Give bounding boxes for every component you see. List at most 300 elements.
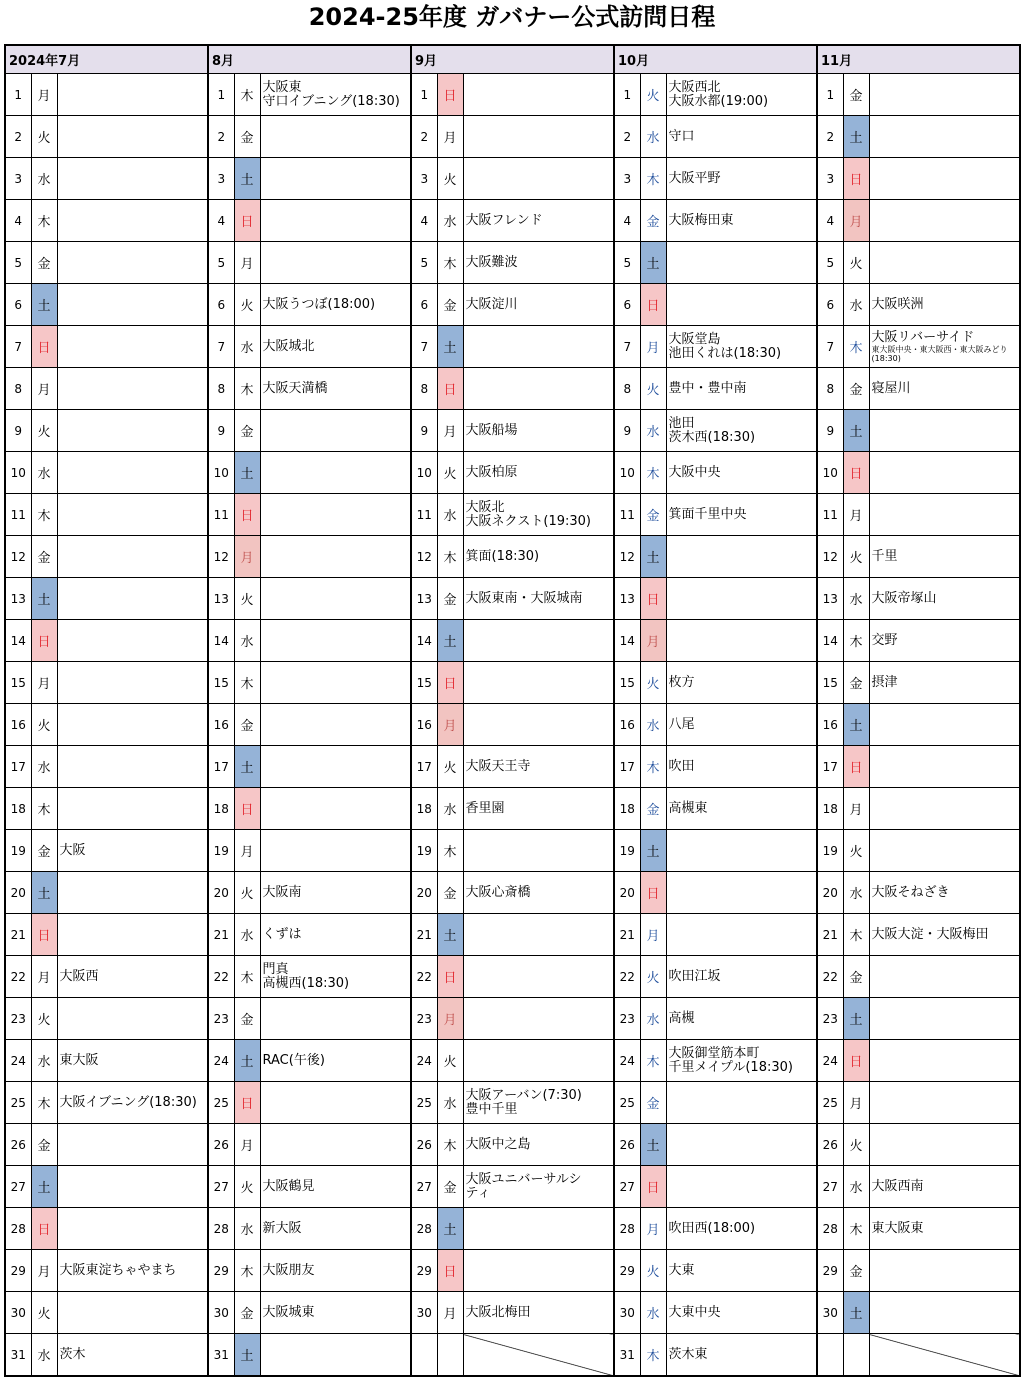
jul-event-16: [57, 704, 208, 746]
jul-weekday-13: 土: [31, 578, 57, 620]
nov-day-16: 16: [817, 704, 843, 746]
jul-event-25: [57, 1082, 208, 1124]
aug-event-26: [260, 1124, 411, 1166]
aug-day-27: 27: [208, 1166, 234, 1208]
aug-weekday-17: 土: [234, 746, 260, 788]
nov-weekday-29: 金: [843, 1250, 869, 1292]
nov-event-15: [869, 662, 1020, 704]
jul-event-14: [57, 620, 208, 662]
aug-day-25: 25: [208, 1082, 234, 1124]
sep-event-28: [463, 1208, 614, 1250]
oct-event-15: [666, 662, 817, 704]
jul-event-6: [57, 284, 208, 326]
calendar-row-26: [5, 1124, 1020, 1166]
jul-event-31: [57, 1334, 208, 1377]
sep-event-text-5: 大阪難波: [465, 254, 518, 270]
sep-weekday-28: 土: [437, 1208, 463, 1250]
sep-event-2: [463, 116, 614, 158]
jul-day-14: 14: [5, 620, 31, 662]
oct-event-12: [666, 536, 817, 578]
oct-day-6: 6: [614, 284, 640, 326]
nov-day-12: 12: [817, 536, 843, 578]
visit-schedule-table: [4, 44, 1021, 1377]
nov-day-23: 23: [817, 998, 843, 1040]
sep-day-29: 29: [411, 1250, 437, 1292]
nov-weekday-13: 水: [843, 578, 869, 620]
nov-event-12: [869, 536, 1020, 578]
oct-event-text-24: 大阪御堂筋本町 千里メイプル(18:30): [668, 1045, 793, 1075]
nov-weekday-14: 木: [843, 620, 869, 662]
aug-event-24: [260, 1040, 411, 1082]
page-title: 2024-25年度 ガバナー公式訪問日程: [308, 3, 716, 31]
jul-weekday-8: 月: [31, 368, 57, 410]
sep-weekday-31: [437, 1334, 463, 1377]
jul-weekday-6: 土: [31, 284, 57, 326]
calendar-row-25: [5, 1082, 1020, 1124]
jul-weekday-7: 日: [31, 326, 57, 368]
nov-event-6: [869, 284, 1020, 326]
jul-weekday-26: 金: [31, 1124, 57, 1166]
nov-day-28: 28: [817, 1208, 843, 1250]
oct-event-3: [666, 158, 817, 200]
oct-weekday-17: 木: [640, 746, 666, 788]
sep-day-11: 11: [411, 494, 437, 536]
sep-weekday-4: 水: [437, 200, 463, 242]
jul-weekday-31: 水: [31, 1334, 57, 1377]
sep-day-17: 17: [411, 746, 437, 788]
jul-day-1: 1: [5, 74, 31, 116]
oct-day-1: 1: [614, 74, 640, 116]
sep-day-1: 1: [411, 74, 437, 116]
jul-event-3: [57, 158, 208, 200]
oct-weekday-13: 日: [640, 578, 666, 620]
nov-weekday-4: 月: [843, 200, 869, 242]
sep-event-24: [463, 1040, 614, 1082]
jul-event-10: [57, 452, 208, 494]
aug-event-text-7: 大阪城北: [262, 338, 315, 354]
aug-weekday-1: 木: [234, 74, 260, 116]
nov-day-5: 5: [817, 242, 843, 284]
nov-event-21: [869, 914, 1020, 956]
nov-event-1: [869, 74, 1020, 116]
aug-event-25: [260, 1082, 411, 1124]
sep-event-4: [463, 200, 614, 242]
jul-weekday-20: 土: [31, 872, 57, 914]
jul-event-5: [57, 242, 208, 284]
jul-weekday-14: 日: [31, 620, 57, 662]
aug-day-28: 28: [208, 1208, 234, 1250]
aug-weekday-26: 月: [234, 1124, 260, 1166]
oct-weekday-19: 土: [640, 830, 666, 872]
sep-weekday-11: 水: [437, 494, 463, 536]
jul-day-3: 3: [5, 158, 31, 200]
oct-event-text-22: 吹田江坂: [668, 968, 721, 984]
sep-weekday-5: 木: [437, 242, 463, 284]
oct-event-text-2: 守口: [668, 128, 695, 144]
sep-weekday-22: 日: [437, 956, 463, 998]
sep-event-8: [463, 368, 614, 410]
nov-event-text-12: 千里: [871, 548, 898, 564]
aug-day-10: 10: [208, 452, 234, 494]
sep-day-12: 12: [411, 536, 437, 578]
jul-day-24: 24: [5, 1040, 31, 1082]
oct-weekday-4: 金: [640, 200, 666, 242]
nov-day-7: 7: [817, 326, 843, 368]
aug-weekday-22: 木: [234, 956, 260, 998]
sep-day-2: 2: [411, 116, 437, 158]
jul-weekday-16: 火: [31, 704, 57, 746]
oct-event-20: [666, 872, 817, 914]
nov-weekday-21: 木: [843, 914, 869, 956]
aug-weekday-23: 金: [234, 998, 260, 1040]
jul-day-17: 17: [5, 746, 31, 788]
oct-event-4: [666, 200, 817, 242]
jul-weekday-15: 月: [31, 662, 57, 704]
oct-day-30: 30: [614, 1292, 640, 1334]
aug-event-22: [260, 956, 411, 998]
month-header-sep: 9月: [411, 45, 614, 74]
oct-weekday-8: 火: [640, 368, 666, 410]
jul-event-20: [57, 872, 208, 914]
sep-event-text-9: 大阪船場: [465, 422, 518, 438]
jul-event-7: [57, 326, 208, 368]
nov-event-19: [869, 830, 1020, 872]
jul-weekday-30: 火: [31, 1292, 57, 1334]
nov-day-27: 27: [817, 1166, 843, 1208]
aug-weekday-12: 月: [234, 536, 260, 578]
oct-event-text-15: 枚方: [668, 674, 695, 690]
oct-weekday-24: 木: [640, 1040, 666, 1082]
oct-weekday-10: 木: [640, 452, 666, 494]
jul-day-8: 8: [5, 368, 31, 410]
sep-event-22: [463, 956, 614, 998]
jul-day-13: 13: [5, 578, 31, 620]
sep-weekday-10: 火: [437, 452, 463, 494]
oct-day-4: 4: [614, 200, 640, 242]
jul-day-22: 22: [5, 956, 31, 998]
sep-weekday-14: 土: [437, 620, 463, 662]
jul-weekday-4: 木: [31, 200, 57, 242]
nov-weekday-16: 土: [843, 704, 869, 746]
calendar-row-6: [5, 284, 1020, 326]
oct-event-7: [666, 326, 817, 368]
jul-event-4: [57, 200, 208, 242]
oct-event-text-3: 大阪平野: [668, 170, 721, 186]
nov-day-17: 17: [817, 746, 843, 788]
sep-weekday-6: 金: [437, 284, 463, 326]
nov-day-31: [817, 1334, 843, 1377]
jul-day-15: 15: [5, 662, 31, 704]
month-header-row: [5, 45, 1020, 74]
aug-weekday-13: 火: [234, 578, 260, 620]
oct-event-text-18: 高槻東: [668, 800, 708, 816]
oct-day-5: 5: [614, 242, 640, 284]
jul-weekday-21: 日: [31, 914, 57, 956]
nov-event-25: [869, 1082, 1020, 1124]
aug-weekday-20: 火: [234, 872, 260, 914]
aug-weekday-15: 木: [234, 662, 260, 704]
aug-event-31: [260, 1334, 411, 1377]
oct-day-31: 31: [614, 1334, 640, 1377]
oct-day-24: 24: [614, 1040, 640, 1082]
nov-event-18: [869, 788, 1020, 830]
sep-event-text-18: 香里園: [465, 800, 505, 816]
sep-event-30: [463, 1292, 614, 1334]
sep-weekday-26: 木: [437, 1124, 463, 1166]
oct-weekday-1: 火: [640, 74, 666, 116]
jul-weekday-11: 木: [31, 494, 57, 536]
aug-weekday-24: 土: [234, 1040, 260, 1082]
nov-day-25: 25: [817, 1082, 843, 1124]
nov-event-13: [869, 578, 1020, 620]
nov-event-29: [869, 1250, 1020, 1292]
nov-event-26: [869, 1124, 1020, 1166]
jul-day-4: 4: [5, 200, 31, 242]
oct-event-8: [666, 368, 817, 410]
oct-day-17: 17: [614, 746, 640, 788]
aug-weekday-7: 水: [234, 326, 260, 368]
month-header-nov: 11月: [817, 45, 1020, 74]
oct-weekday-22: 火: [640, 956, 666, 998]
sep-weekday-27: 金: [437, 1166, 463, 1208]
oct-weekday-29: 火: [640, 1250, 666, 1292]
jul-day-20: 20: [5, 872, 31, 914]
jul-day-2: 2: [5, 116, 31, 158]
oct-event-text-28: 吹田西(18:00): [668, 1220, 756, 1236]
oct-day-3: 3: [614, 158, 640, 200]
jul-event-28: [57, 1208, 208, 1250]
calendar-row-4: [5, 200, 1020, 242]
oct-day-8: 8: [614, 368, 640, 410]
jul-event-26: [57, 1124, 208, 1166]
jul-day-5: 5: [5, 242, 31, 284]
jul-day-18: 18: [5, 788, 31, 830]
sep-weekday-8: 日: [437, 368, 463, 410]
sep-weekday-16: 月: [437, 704, 463, 746]
nov-weekday-12: 火: [843, 536, 869, 578]
aug-day-11: 11: [208, 494, 234, 536]
sep-event-text-17: 大阪天王寺: [465, 758, 531, 774]
oct-day-21: 21: [614, 914, 640, 956]
calendar-row-14: [5, 620, 1020, 662]
oct-weekday-27: 日: [640, 1166, 666, 1208]
aug-weekday-3: 土: [234, 158, 260, 200]
oct-event-29: [666, 1250, 817, 1292]
oct-event-text-16: 八尾: [668, 716, 695, 732]
sep-day-16: 16: [411, 704, 437, 746]
nov-event-20: [869, 872, 1020, 914]
nov-event-30: [869, 1292, 1020, 1334]
oct-weekday-18: 金: [640, 788, 666, 830]
aug-event-19: [260, 830, 411, 872]
sep-event-text-26: 大阪中之島: [465, 1136, 531, 1152]
oct-event-16: [666, 704, 817, 746]
oct-event-5: [666, 242, 817, 284]
nov-day-10: 10: [817, 452, 843, 494]
oct-day-19: 19: [614, 830, 640, 872]
oct-day-22: 22: [614, 956, 640, 998]
oct-event-13: [666, 578, 817, 620]
sep-event-5: [463, 242, 614, 284]
oct-event-30: [666, 1292, 817, 1334]
nov-event-8: [869, 368, 1020, 410]
nov-weekday-2: 土: [843, 116, 869, 158]
aug-day-8: 8: [208, 368, 234, 410]
nov-event-text-28: 東大阪東: [871, 1220, 924, 1236]
nov-day-19: 19: [817, 830, 843, 872]
jul-event-text-31: 茨木: [59, 1346, 86, 1362]
jul-day-31: 31: [5, 1334, 31, 1377]
sep-weekday-20: 金: [437, 872, 463, 914]
aug-event-16: [260, 704, 411, 746]
jul-event-21: [57, 914, 208, 956]
aug-event-text-22: 門真 高槻西(18:30): [262, 961, 350, 991]
nov-event-28: [869, 1208, 1020, 1250]
nov-event-24: [869, 1040, 1020, 1082]
aug-weekday-2: 金: [234, 116, 260, 158]
nov-weekday-1: 金: [843, 74, 869, 116]
aug-day-1: 1: [208, 74, 234, 116]
nov-weekday-31: [843, 1334, 869, 1377]
aug-event-23: [260, 998, 411, 1040]
calendar-row-20: [5, 872, 1020, 914]
sep-event-14: [463, 620, 614, 662]
aug-day-7: 7: [208, 326, 234, 368]
jul-event-1: [57, 74, 208, 116]
oct-event-25: [666, 1082, 817, 1124]
oct-weekday-11: 金: [640, 494, 666, 536]
oct-event-text-17: 吹田: [668, 758, 695, 774]
oct-event-17: [666, 746, 817, 788]
nov-event-14: [869, 620, 1020, 662]
sep-event-18: [463, 788, 614, 830]
oct-day-14: 14: [614, 620, 640, 662]
nov-event-27: [869, 1166, 1020, 1208]
sep-event-26: [463, 1124, 614, 1166]
aug-day-21: 21: [208, 914, 234, 956]
aug-weekday-10: 土: [234, 452, 260, 494]
jul-weekday-24: 水: [31, 1040, 57, 1082]
calendar-row-10: [5, 452, 1020, 494]
month-header-aug: 8月: [208, 45, 411, 74]
nov-weekday-28: 木: [843, 1208, 869, 1250]
aug-event-21: [260, 914, 411, 956]
nov-event-text-14: 交野: [871, 632, 898, 648]
sep-day-4: 4: [411, 200, 437, 242]
oct-weekday-21: 月: [640, 914, 666, 956]
sep-weekday-9: 月: [437, 410, 463, 452]
oct-event-26: [666, 1124, 817, 1166]
oct-event-6: [666, 284, 817, 326]
sep-event-27: [463, 1166, 614, 1208]
nov-weekday-23: 土: [843, 998, 869, 1040]
aug-weekday-14: 水: [234, 620, 260, 662]
aug-day-12: 12: [208, 536, 234, 578]
sep-day-5: 5: [411, 242, 437, 284]
nov-event-text-20: 大阪そねざき: [871, 884, 950, 900]
sep-event-text-20: 大阪心斎橋: [465, 884, 531, 900]
sep-day-18: 18: [411, 788, 437, 830]
aug-day-24: 24: [208, 1040, 234, 1082]
jul-weekday-5: 金: [31, 242, 57, 284]
oct-day-9: 9: [614, 410, 640, 452]
nov-day-1: 1: [817, 74, 843, 116]
aug-day-16: 16: [208, 704, 234, 746]
jul-weekday-1: 月: [31, 74, 57, 116]
aug-day-5: 5: [208, 242, 234, 284]
calendar-row-16: [5, 704, 1020, 746]
aug-event-text-30: 大阪城東: [262, 1304, 315, 1320]
sep-event-text-4: 大阪フレンド: [465, 212, 543, 228]
jul-event-30: [57, 1292, 208, 1334]
calendar-row-8: [5, 368, 1020, 410]
nov-weekday-11: 月: [843, 494, 869, 536]
nov-day-20: 20: [817, 872, 843, 914]
sep-weekday-30: 月: [437, 1292, 463, 1334]
jul-day-27: 27: [5, 1166, 31, 1208]
calendar-row-31: [5, 1334, 1020, 1377]
oct-event-24: [666, 1040, 817, 1082]
aug-weekday-18: 日: [234, 788, 260, 830]
sep-event-11: [463, 494, 614, 536]
jul-event-15: [57, 662, 208, 704]
aug-event-18: [260, 788, 411, 830]
nov-weekday-7: 木: [843, 326, 869, 368]
nov-event-text-13: 大阪帝塚山: [871, 590, 937, 606]
aug-event-text-27: 大阪鶴見: [262, 1178, 315, 1194]
oct-weekday-31: 木: [640, 1334, 666, 1377]
oct-event-text-29: 大東: [668, 1262, 695, 1278]
aug-event-text-24: RAC(午後): [262, 1052, 325, 1068]
nov-day-26: 26: [817, 1124, 843, 1166]
aug-day-13: 13: [208, 578, 234, 620]
sep-event-text-13: 大阪東南・大阪城南: [465, 590, 583, 606]
oct-event-2: [666, 116, 817, 158]
nov-weekday-3: 日: [843, 158, 869, 200]
nov-event-text-8: 寝屋川: [871, 380, 911, 396]
aug-event-9: [260, 410, 411, 452]
oct-day-20: 20: [614, 872, 640, 914]
aug-weekday-29: 木: [234, 1250, 260, 1292]
jul-weekday-28: 日: [31, 1208, 57, 1250]
sep-day-15: 15: [411, 662, 437, 704]
aug-event-7: [260, 326, 411, 368]
sep-event-21: [463, 914, 614, 956]
sep-event-13: [463, 578, 614, 620]
aug-event-3: [260, 158, 411, 200]
aug-event-text-21: くずは: [262, 926, 302, 942]
oct-event-9: [666, 410, 817, 452]
aug-event-27: [260, 1166, 411, 1208]
nov-event-22: [869, 956, 1020, 998]
oct-weekday-15: 火: [640, 662, 666, 704]
oct-event-text-8: 豊中・豊中南: [668, 380, 747, 396]
oct-weekday-2: 水: [640, 116, 666, 158]
nov-day-8: 8: [817, 368, 843, 410]
sep-day-30: 30: [411, 1292, 437, 1334]
calendar-row-12: [5, 536, 1020, 578]
aug-weekday-6: 火: [234, 284, 260, 326]
aug-event-29: [260, 1250, 411, 1292]
aug-event-1: [260, 74, 411, 116]
nov-event-text-6: 大阪咲洲: [871, 296, 924, 312]
calendar-row-7: [5, 326, 1020, 368]
oct-event-text-4: 大阪梅田東: [668, 212, 734, 228]
sep-weekday-13: 金: [437, 578, 463, 620]
oct-weekday-28: 月: [640, 1208, 666, 1250]
jul-day-16: 16: [5, 704, 31, 746]
nov-day-18: 18: [817, 788, 843, 830]
